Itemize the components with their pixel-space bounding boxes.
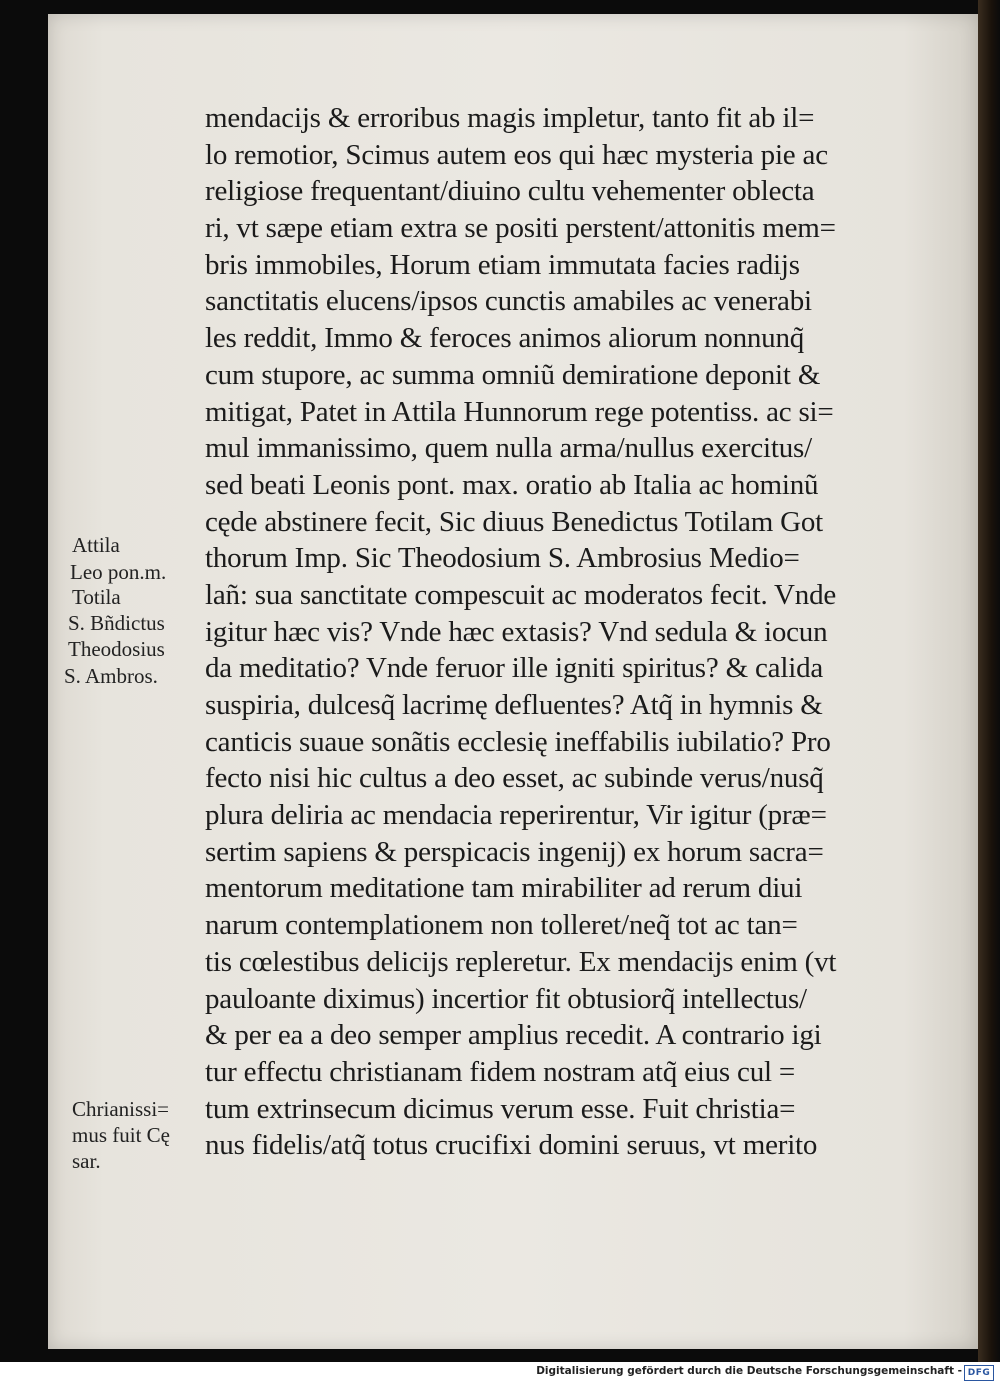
text-line: mendacijs & erroribus magis impletur, tanto fit ab il= [205, 102, 815, 134]
margin-note-fuit-caesar: mus fuit Cę [72, 1123, 170, 1147]
text-line: fecto nisi hic cultus a deo esset, ac subinde verus/nusq̃ [205, 762, 824, 795]
text-line: & per ea a deo semper amplius recedit. A contrario igi [205, 1019, 822, 1052]
text-line: lo remotior, Scimus autem eos qui hæc mysteria pie ac [205, 138, 828, 171]
text-line: cum stupore, ac summa omniũ demiratione deponit & [205, 358, 821, 391]
text-line: mul immanissimo, quem nulla arma/nullus exercitus/ [205, 432, 812, 465]
text-line: canticis suaue sonãtis ecclesię ineffabilis iubilatio? Pro [205, 725, 831, 758]
margin-note-totila: Totila [72, 585, 121, 609]
text-line: tis cœlestibus delicijs repleretur. Ex mendacijs enim (vt [205, 945, 837, 978]
margin-note-theodosius: Theodosius [68, 637, 165, 661]
book-spine-edge [978, 0, 1000, 1362]
text-line: narum contemplationem non tolleret/neq̃ tot ac tan= [205, 909, 798, 942]
margin-note-ambrosius: S. Ambros. [64, 664, 158, 688]
text-line: mentorum meditatione tam mirabiliter ad rerum diui [205, 872, 803, 905]
text-line: sertim sapiens & perspicacis ingenij) ex horum sacra= [205, 835, 824, 868]
footer-bar [0, 1362, 1000, 1383]
text-line: nus fidelis/atq̃ totus crucifixi domini seruus, vt merito [205, 1129, 818, 1162]
margin-note-attila: Attila [72, 533, 120, 557]
text-line: thorum Imp. Sic Theodosium S. Ambrosius Medio= [205, 542, 800, 575]
text-line: suspiria, dulcesq̃ lacrimę defluentes? Atq̃ in hymnis & [205, 689, 823, 721]
text-line: mitigat, Patet in Attila Hunnorum rege potentiss. ac si= [205, 395, 834, 428]
text-line: cęde abstinere fecit, Sic diuus Benedictus Totilam Got [205, 505, 824, 538]
funding-credit: Digitalisierung gefördert durch die Deutsche Forschungsgemeinschaft - [536, 1365, 962, 1377]
text-line: ri, vt sæpe etiam extra se positi perstent/attonitis mem= [205, 212, 836, 245]
margin-note-sar: sar. [72, 1149, 101, 1173]
text-line: les reddit, Immo & feroces animos aliorum nonnunq̃ [205, 322, 805, 355]
text-line: sanctitatis elucens/ipsos cunctis amabiles ac venerabi [205, 285, 812, 318]
margin-note-christianissimus: Chrianissi= [72, 1097, 170, 1121]
text-line: religiose frequentant/diuino cultu vehementer oblecta [205, 175, 815, 208]
text-line: lañ: sua sanctitate compescuit ac moderatos fecit. Vnde [205, 578, 837, 611]
text-line: plura deliria ac mendacia reperirentur, Vir igitur (præ= [205, 799, 827, 832]
text-line: bris immobiles, Horum etiam immutata facies radijs [205, 248, 800, 281]
text-line: tur effectu christianam fidem nostram atq̃ eius cul = [205, 1055, 796, 1088]
main-text-block [205, 100, 925, 1164]
margin-note-benedictus: S. Bñdictus [68, 611, 165, 635]
text-line: pauloante diximus) incertior fit obtusiorq̃ intellectus/ [205, 982, 807, 1015]
text-line: sed beati Leonis pont. max. oratio ab Italia ac hominũ [205, 468, 819, 501]
text-line: igitur hæc vis? Vnde hæc extasis? Vnd sedula & iocun [205, 615, 828, 648]
text-line: da meditatio? Vnde feruor ille igniti spiritus? & calida [205, 652, 824, 685]
dfg-logo: DFG [964, 1365, 994, 1381]
text-line: tum extrinsecum dicimus verum esse. Fuit christia= [205, 1092, 796, 1125]
margin-note-leo: Leo pon.m. [70, 560, 167, 584]
